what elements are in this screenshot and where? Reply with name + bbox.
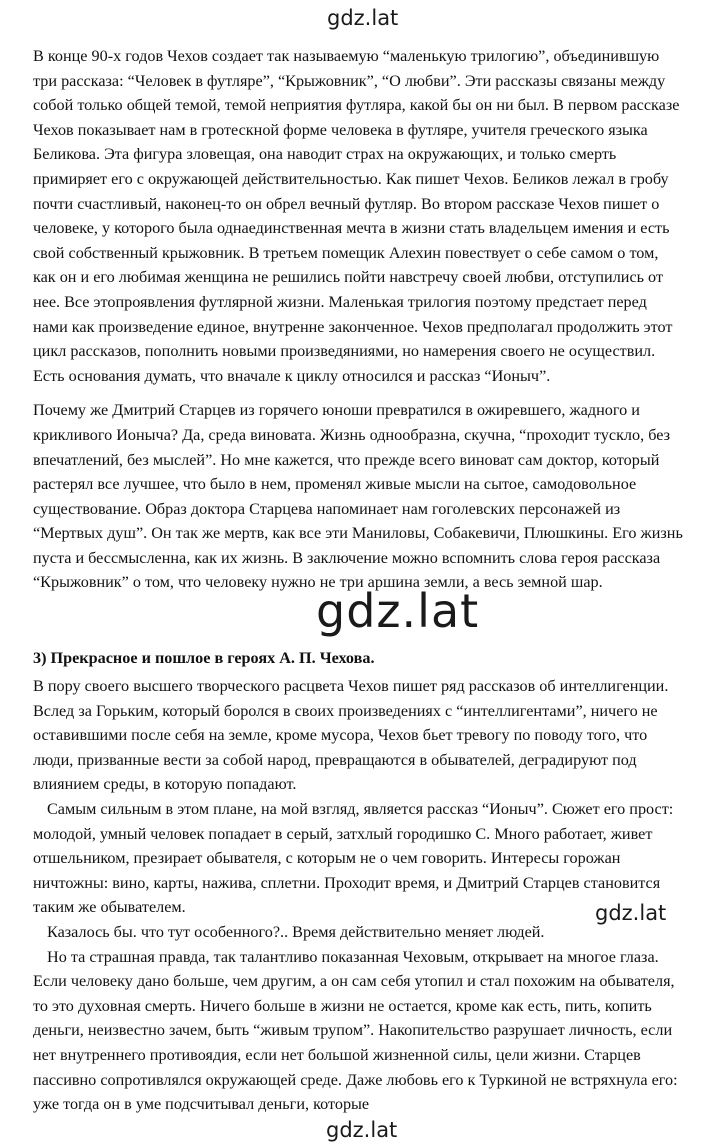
section-3-paragraph-4: Но та страшная правда, так талантливо показанная Чеховым, открывает на многое глаза. Если человеку дано больше, чем другим, а он сам себя утопил и стал похожим на обывателя, то это духовная смерть. Ничего больше в жизни не остается, кроме как есть, пить, копить деньги, неизвестно зачем, быть “живым трупом”. Накопительство разрушает личность, если нет внутреннего противоядия, если нет большой жизненной силы, цели жизни. Старцев пассивно сопротивлялся окружающей среде. Даже любовь его к Туркиной не встряхнула его: уже тогда он в уме подсчитывал деньги, которые	[33, 947, 678, 1114]
watermark-bottom: gdz.lat	[326, 1118, 398, 1142]
watermark-top: gdz.lat	[327, 6, 399, 30]
section-3	[33, 674, 683, 1117]
section-1	[33, 44, 683, 595]
watermark-side-right: gdz.lat	[595, 901, 667, 925]
watermark-middle: gdz.lat	[316, 584, 480, 638]
section-3-paragraph-3: Казалось бы. что тут особенного?.. Время действительно меняет людей.	[47, 922, 545, 941]
section-3-heading: 3) Прекрасное и пошлое в героях А. П. Чехова.	[33, 649, 375, 667]
section-1-paragraph-1: В конце 90-х годов Чехов создает так называемую “маленькую трилогию”, объединившую три рассказа: “Человек в футляре”, “Крыжовник”, “О любви”. Эти рассказы связаны между собой только общей темой, темой неприятия футляра, какой бы он ни был. В первом рассказе Чехов показывает нам в гротескной форме человека в футляре, учителя греческого языка Беликова. Эта фигура зловещая, она наводит страх на окружающих, и только смерть примиряет его с окружающей действительностью. Как пишет Чехов. Беликов лежал в гробу почти счастливый, наконец-то он обрел вечный футляр. Во втором рассказе Чехов пишет о человеке, у которого была однаединственная мечта в жизни стать владельцем имения и есть свой собственный крыжовник. В третьем помещик Алехин повествует о себе самом о том, как он и его любимая женщина не решились пойти навстречу своей любви, отступились от нее. Все этопроявления футлярной жизни. Маленькая трилогия поэтому предстает перед нами как произведение единое, внутренне законченное. Чехов предполагал продолжить этот цикл рассказов, пополнить новыми произведяниями, но намерения своего не осуществил. Есть основания думать, что вначале к циклу относился и рассказ “Ионыч”.	[33, 47, 680, 385]
section-3-paragraph-1: В пору своего высшего творческого расцвета Чехов пишет ряд рассказов об интеллигенции. Вслед за Горьким, который боролся в своих произведениях с “интеллигентами”, ничего не оставившими после себя на земле, кроме мусора, Чехов бьет тревогу по поводу того, что люди, призванные вести за собой народ, превращаются в обывателей, деградируют под влиянием среды, в которую попадают.	[33, 677, 669, 794]
section-1-paragraph-2: Почему же Дмитрий Старцев из горячего юноши превратился в ожиревшего, жадного и крикливого Ионыча? Да, среда виновата. Жизнь однообразна, скучна, “проходит тускло, без впечатлений, без мыслей”. Но мне кажется, что прежде всего виноват сам доктор, который растерял все лучшее, что было в нем, променял живые мысли на сытое, самодовольное существование. Образ доктора Старцева напоминает нам гоголевских персонажей из “Мертвых душ”. Он так же мертв, как все эти Маниловы, Собакевичи, Плюшкины. Его жизнь пуста и бессмысленна, как их жизнь. В заключение можно вспомнить слова героя рассказа “Крыжовник” о том, что человеку нужно не три аршина земли, а весь земной шар.	[33, 401, 683, 592]
section-3-paragraph-2: Самым сильным в этом плане, на мой взгляд, является рассказ “Ионыч”. Сюжет его прост: молодой, умный человек попадает в серый, затхлый городишко С. Много работает, живет отшельником, презирает обывателя, с которым не о чем говорить. Интересы горожан ничтожны: вино, карты, нажива, сплетни. Проходит время, и Дмитрий Старцев становится таким же обывателем.	[33, 799, 674, 917]
